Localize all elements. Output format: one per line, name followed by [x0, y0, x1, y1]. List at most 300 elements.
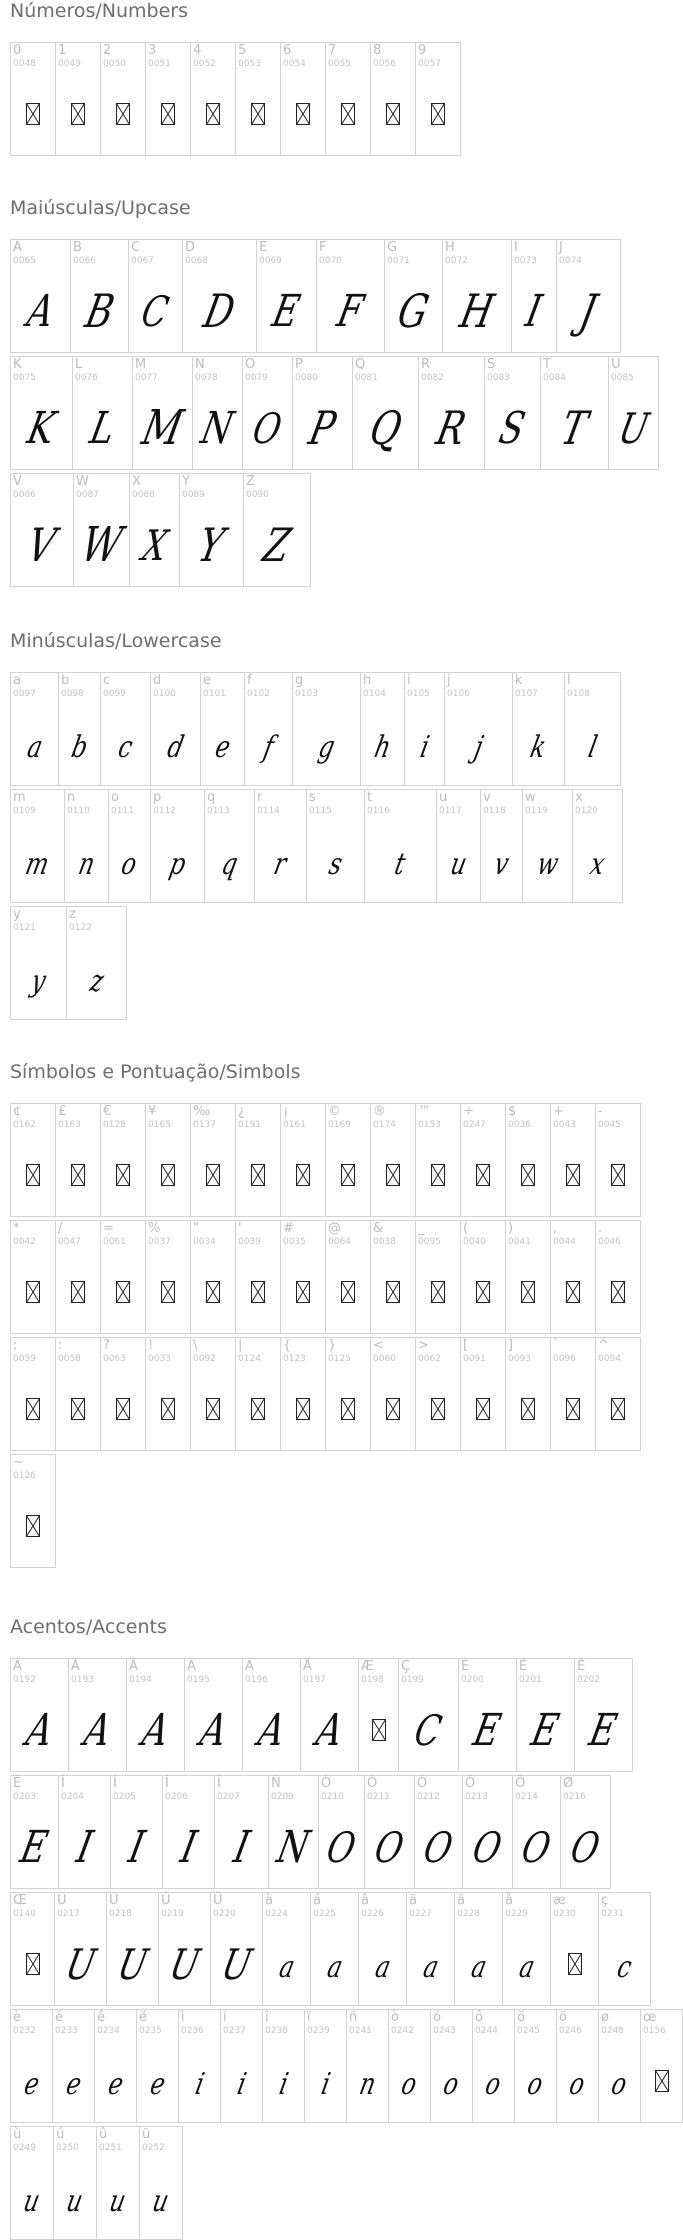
glyph-cell [210, 1892, 263, 2006]
glyph-code-label: 0120 [575, 806, 598, 816]
glyph-code-label: 0126 [13, 1471, 36, 1481]
glyph-preview [573, 820, 622, 902]
glyph-code-label: 0231 [601, 1909, 624, 1919]
glyph-preview [596, 1368, 640, 1450]
glyph-cell [58, 672, 101, 786]
glyph-character-label: ö [559, 2010, 567, 2025]
glyph-sample: a [419, 1949, 442, 1985]
glyph-preview [305, 2040, 346, 2122]
glyph-preview [445, 703, 512, 785]
glyph-cell [129, 473, 180, 587]
glyph-character-label: k [515, 673, 523, 688]
missing-glyph-icon [386, 103, 400, 125]
section-3 [0, 1061, 661, 1481]
glyph-preview [551, 1368, 595, 1450]
glyph-character-label: S [487, 357, 496, 372]
glyph-code-label: 0217 [57, 1909, 80, 1919]
missing-glyph-icon [251, 1164, 265, 1186]
glyph-code-label: 0035 [283, 1237, 306, 1247]
glyph-character-label: õ [517, 2010, 525, 2025]
glyph-code-label: 0050 [103, 59, 126, 69]
glyph-sample: o [118, 846, 141, 882]
missing-glyph-icon [566, 1398, 580, 1420]
glyph-character-label: Ì [61, 1776, 65, 1791]
glyph-character-label: è [13, 2010, 21, 2025]
glyph-character-label: W [76, 474, 89, 489]
glyph-cell [106, 1892, 159, 2006]
missing-glyph-icon [386, 1398, 400, 1420]
glyph-cell [415, 1220, 461, 1334]
glyph-cell [370, 1220, 416, 1334]
missing-glyph-icon [161, 1164, 175, 1186]
glyph-sample: o [566, 2066, 589, 2102]
glyph-cell [10, 239, 71, 353]
glyph-character-label: ì [181, 2010, 185, 2025]
glyph-cell [358, 1658, 399, 1772]
glyph-cell [512, 1775, 561, 1889]
glyph-code-label: 0055 [328, 59, 351, 69]
glyph-character-label: q [207, 790, 216, 805]
missing-glyph-icon [431, 1281, 445, 1303]
glyph-cell [364, 1775, 415, 1889]
glyph-character-label: v [483, 790, 491, 805]
glyph-character-label: î [265, 2010, 269, 2025]
glyph-sample: i [417, 729, 432, 765]
glyph-code-label: 0078 [195, 373, 218, 383]
glyph-cell [316, 239, 385, 353]
missing-glyph-icon [521, 1164, 535, 1186]
glyph-preview [59, 703, 100, 785]
glyph-character-label: ¡ [283, 1104, 289, 1119]
glyph-code-label: 0169 [328, 1120, 351, 1130]
glyph-cell [10, 1658, 69, 1772]
glyph-cell [242, 356, 293, 470]
glyph-preview [11, 1134, 55, 1216]
glyph-preview [191, 73, 235, 155]
glyph-preview [236, 1368, 280, 1450]
glyph-sample: w [533, 846, 562, 882]
glyph-cell [556, 239, 621, 353]
glyph-cell [262, 1892, 311, 2006]
glyph-character-label: ` [553, 1338, 560, 1353]
glyph-cell [70, 239, 129, 353]
glyph-cell [192, 356, 243, 470]
glyph-sample: o [398, 2066, 421, 2102]
glyph-code-label: 0038 [373, 1237, 396, 1247]
glyph-preview [263, 1923, 310, 2005]
glyph-preview [517, 1689, 574, 1771]
glyph-cell [100, 672, 151, 786]
glyph-code-label: 0095 [418, 1237, 441, 1247]
glyph-preview [179, 2040, 220, 2122]
glyph-preview [54, 2157, 96, 2239]
glyph-sample: Z [258, 518, 296, 572]
glyph-character-label: ¿ [238, 1104, 245, 1119]
glyph-sample: P [304, 401, 341, 455]
glyph-cell [235, 1220, 281, 1334]
glyph-character-label: à [265, 1893, 273, 1908]
glyph-preview [133, 387, 192, 469]
glyph-preview [146, 1134, 190, 1216]
glyph-code-label: 0115 [309, 806, 332, 816]
glyph-cell [66, 906, 127, 1020]
glyph-cell [10, 2009, 53, 2123]
glyph-character-label: = [103, 1221, 114, 1236]
glyph-character-label: 4 [193, 43, 202, 58]
glyph-cell [415, 42, 461, 156]
glyph-preview [415, 1806, 462, 1888]
glyph-cell [595, 1337, 641, 1451]
glyph-code-label: 0234 [97, 2026, 120, 2036]
glyph-sample: A [21, 1704, 58, 1756]
glyph-preview [293, 703, 360, 785]
glyph-preview [211, 1923, 262, 2005]
glyph-character-label: Î [165, 1776, 169, 1791]
glyph-sample: p [166, 846, 189, 882]
glyph-sample: e [211, 729, 234, 765]
glyph-preview [151, 820, 204, 902]
glyph-code-label: 0082 [421, 373, 444, 383]
glyph-cell [162, 1775, 215, 1889]
glyph-cell [505, 1103, 551, 1217]
glyph-sample: T [556, 401, 593, 455]
glyph-cell [150, 789, 205, 903]
glyph-preview [609, 387, 658, 469]
glyph-code-label: 0102 [247, 689, 270, 699]
glyph-preview [459, 1689, 516, 1771]
glyph-character-label: + [553, 1104, 564, 1119]
glyph-sample: Q [365, 401, 406, 455]
glyph-code-label: 0037 [148, 1237, 171, 1247]
glyph-cell [462, 1775, 513, 1889]
glyph-cell [460, 1103, 506, 1217]
glyph-character-label: È [461, 1659, 470, 1674]
glyph-code-label: 0056 [373, 59, 396, 69]
glyph-preview [281, 1251, 325, 1333]
glyph-character-label: ú [56, 2127, 65, 2142]
glyph-cell [244, 672, 293, 786]
glyph-code-label: 0057 [418, 59, 441, 69]
glyph-cell [505, 1220, 551, 1334]
glyph-cell [640, 2009, 683, 2123]
glyph-cell [346, 2009, 389, 2123]
missing-glyph-icon [161, 1398, 175, 1420]
glyph-character-label: 8 [373, 43, 382, 58]
glyph-sample: n [356, 2066, 379, 2102]
glyph-code-label: 0079 [245, 373, 268, 383]
glyph-cell [608, 356, 659, 470]
glyph-code-label: 0224 [265, 1909, 288, 1919]
glyph-code-label: 0201 [519, 1675, 542, 1685]
glyph-sample: c [115, 729, 136, 765]
glyph-preview [359, 1689, 398, 1771]
glyph-character-label: Ë [13, 1776, 22, 1791]
glyph-character-label: 2 [103, 43, 112, 58]
glyph-character-label: ! [148, 1338, 154, 1353]
missing-glyph-icon [568, 1953, 582, 1975]
glyph-preview [293, 387, 352, 469]
glyph-character-label: À [13, 1659, 22, 1674]
glyph-code-label: 0099 [103, 689, 126, 699]
glyph-cell [150, 672, 201, 786]
glyph-character-label: Á [71, 1659, 80, 1674]
glyph-preview [53, 2040, 94, 2122]
glyph-sample: q [218, 846, 241, 882]
glyph-character-label: & [373, 1221, 384, 1236]
glyph-character-label: X [132, 474, 141, 489]
glyph-sample: K [23, 402, 60, 454]
glyph-cell [73, 473, 130, 587]
glyph-code-label: 0052 [193, 59, 216, 69]
glyph-cell [100, 1337, 146, 1451]
glyph-sample: N [197, 402, 238, 454]
glyph-sample: D [199, 284, 240, 338]
glyph-code-label: 0227 [409, 1909, 432, 1919]
glyph-cell [370, 42, 416, 156]
glyph-preview [353, 387, 418, 469]
glyph-cell [100, 42, 146, 156]
glyph-code-label: 0113 [207, 806, 230, 816]
glyph-preview [243, 387, 292, 469]
glyph-code-label: 0072 [445, 256, 468, 266]
glyph-preview [183, 270, 256, 352]
glyph-code-label: 0054 [283, 59, 306, 69]
glyph-preview [11, 2157, 53, 2239]
glyph-sample: M [137, 400, 188, 456]
glyph-code-label: 0065 [13, 256, 36, 266]
glyph-code-label: 0245 [517, 2026, 540, 2036]
glyph-code-label: 0086 [13, 490, 36, 500]
glyph-code-label: 0122 [69, 923, 92, 933]
glyph-code-label: 0118 [483, 806, 506, 816]
glyph-preview [359, 1923, 406, 2005]
glyph-preview [437, 820, 480, 902]
glyph-sample: k [527, 729, 550, 765]
glyph-code-label: 0244 [475, 2026, 498, 2036]
glyph-cell [511, 239, 557, 353]
missing-glyph-icon [251, 1281, 265, 1303]
missing-glyph-icon [26, 1164, 40, 1186]
missing-glyph-icon [71, 1281, 85, 1303]
glyph-character-label: ò [391, 2010, 399, 2025]
glyph-character-label: Y [182, 474, 190, 489]
glyph-sample: R [432, 401, 471, 455]
glyph-code-label: 0209 [271, 1792, 294, 1802]
glyph-cell [10, 2126, 54, 2240]
glyph-preview [599, 2040, 640, 2122]
glyph-code-label: 0092 [193, 1354, 216, 1364]
glyph-sample: v [491, 846, 512, 882]
glyph-preview [461, 1251, 505, 1333]
glyph-character-label: p [153, 790, 162, 805]
glyph-preview [56, 73, 100, 155]
glyph-code-label: 0165 [148, 1120, 171, 1130]
glyph-preview [319, 1806, 364, 1888]
glyph-character-label: z [69, 907, 76, 922]
glyph-cell [480, 789, 523, 903]
glyph-code-label: 0249 [13, 2143, 36, 2153]
glyph-character-label: ? [103, 1338, 110, 1353]
missing-glyph-icon [26, 103, 40, 125]
glyph-cell [132, 356, 193, 470]
glyph-sample: X [137, 520, 172, 570]
glyph-preview [243, 1689, 300, 1771]
glyph-character-label: Ò [321, 1776, 332, 1791]
glyph-cell [502, 1892, 551, 2006]
glyph-character-label: 0 [13, 43, 22, 58]
glyph-code-label: 0225 [313, 1909, 336, 1919]
glyph-cell [96, 2126, 140, 2240]
glyph-character-label: Ï [217, 1776, 221, 1791]
glyph-cell [54, 1892, 107, 2006]
glyph-character-label: - [598, 1104, 603, 1119]
glyph-sample: b [68, 729, 91, 765]
glyph-preview [565, 703, 620, 785]
missing-glyph-icon [116, 1281, 130, 1303]
glyph-preview [326, 1251, 370, 1333]
glyph-preview [59, 1806, 110, 1888]
missing-glyph-icon [566, 1164, 580, 1186]
glyph-sample: u [447, 846, 470, 882]
glyph-cell [52, 2009, 95, 2123]
glyph-code-label: 0212 [417, 1792, 440, 1802]
glyph-sample: u [63, 2183, 87, 2219]
glyph-preview [245, 703, 292, 785]
glyph-preview [512, 270, 556, 352]
glyph-cell [304, 2009, 347, 2123]
glyph-preview [11, 820, 64, 902]
glyph-cell [436, 789, 481, 903]
glyph-preview [236, 1251, 280, 1333]
glyph-sample: d [164, 729, 187, 765]
glyph-character-label: Í [113, 1776, 117, 1791]
glyph-preview [596, 1251, 640, 1333]
glyph-code-label: 0104 [363, 689, 386, 699]
glyph-sample: r [271, 846, 290, 882]
glyph-code-label: 0110 [67, 806, 90, 816]
glyph-code-label: 0116 [367, 806, 390, 816]
glyph-cell [574, 1658, 633, 1772]
glyph-sample: t [392, 846, 409, 882]
glyph-cell [178, 2009, 221, 2123]
glyph-preview [416, 1368, 460, 1450]
glyph-code-label: 0206 [165, 1792, 188, 1802]
glyph-code-label: 0213 [465, 1792, 488, 1802]
glyph-preview [419, 387, 484, 469]
glyph-preview [361, 703, 404, 785]
glyph-sample: S [495, 402, 530, 454]
glyph-sample: a [323, 1949, 346, 1985]
glyph-preview [55, 1923, 106, 2005]
glyph-sample: O [322, 1822, 361, 1872]
glyph-cell [145, 1337, 191, 1451]
glyph-code-label: 0214 [515, 1792, 538, 1802]
glyph-sample: e [146, 2066, 169, 2102]
glyph-preview [347, 2040, 388, 2122]
missing-glyph-icon [431, 1164, 445, 1186]
glyph-preview [215, 1806, 268, 1888]
glyph-cell [292, 672, 361, 786]
glyph-code-label: 0036 [508, 1120, 531, 1130]
glyph-character-label: g [295, 673, 304, 688]
glyph-sample: y [28, 963, 49, 999]
glyph-sample: Y [193, 518, 230, 572]
glyph-sample: l [585, 729, 600, 765]
glyph-character-label: R [421, 357, 431, 372]
glyph-character-label: ' [238, 1221, 242, 1236]
glyph-character-label: 7 [328, 43, 337, 58]
glyph-character-label: Ü [213, 1893, 223, 1908]
glyph-preview [97, 2157, 139, 2239]
glyph-code-label: 0219 [161, 1909, 184, 1919]
glyph-preview [11, 2040, 52, 2122]
glyph-cell [310, 1892, 359, 2006]
glyph-character-label: j [447, 673, 451, 688]
glyph-character-label: Ù [57, 1893, 67, 1908]
glyph-preview [159, 1923, 210, 2005]
glyph-sample: I [124, 1821, 149, 1873]
glyph-preview [461, 1134, 505, 1216]
glyph-preview [236, 73, 280, 155]
missing-glyph-icon [341, 1398, 355, 1420]
glyph-sample: E [469, 1704, 506, 1756]
glyph-cell [242, 1658, 301, 1772]
glyph-code-label: 0097 [13, 689, 36, 699]
glyph-cell [182, 239, 257, 353]
glyph-cell [58, 1775, 111, 1889]
glyph-code-label: 0192 [13, 1675, 36, 1685]
glyph-preview [473, 2040, 514, 2122]
glyph-character-label: Ö [515, 1776, 526, 1791]
missing-glyph-icon [296, 1398, 310, 1420]
glyph-sample: a [467, 1949, 490, 1985]
glyph-cell [514, 2009, 557, 2123]
glyph-character-label: C [131, 240, 141, 255]
missing-glyph-icon [431, 103, 445, 125]
glyph-code-label: 0107 [515, 689, 538, 699]
glyph-sample: i [192, 2066, 207, 2102]
glyph-character-label: J [559, 240, 563, 255]
missing-glyph-icon [116, 1398, 130, 1420]
glyph-preview [185, 1689, 242, 1771]
glyph-character-label: h [363, 673, 372, 688]
glyph-preview [109, 820, 150, 902]
glyph-preview [191, 1251, 235, 1333]
glyph-preview [307, 820, 364, 902]
glyph-sample: n [75, 846, 98, 882]
glyph-character-label: ; [13, 1338, 18, 1353]
glyph-character-label: É [519, 1659, 528, 1674]
glyph-code-label: 0239 [307, 2026, 330, 2036]
glyph-cell [10, 1337, 56, 1451]
glyph-code-label: 0077 [135, 373, 158, 383]
missing-glyph-icon [611, 1281, 625, 1303]
glyph-code-label: 0070 [319, 256, 342, 266]
missing-glyph-icon [116, 1164, 130, 1186]
glyph-code-label: 0174 [373, 1120, 396, 1130]
glyph-character-label: Q [355, 357, 366, 372]
glyph-character-label: G [387, 240, 398, 255]
glyph-code-label: 0084 [543, 373, 566, 383]
glyph-code-label: 0140 [13, 1909, 36, 1919]
glyph-preview [201, 703, 244, 785]
glyph-character-label: ( [463, 1221, 469, 1236]
glyph-cell [128, 239, 183, 353]
glyph-preview [557, 2040, 598, 2122]
glyph-code-label: 0063 [103, 1354, 126, 1364]
glyph-code-label: 0125 [328, 1354, 351, 1364]
glyph-code-label: 0251 [99, 2143, 122, 2153]
